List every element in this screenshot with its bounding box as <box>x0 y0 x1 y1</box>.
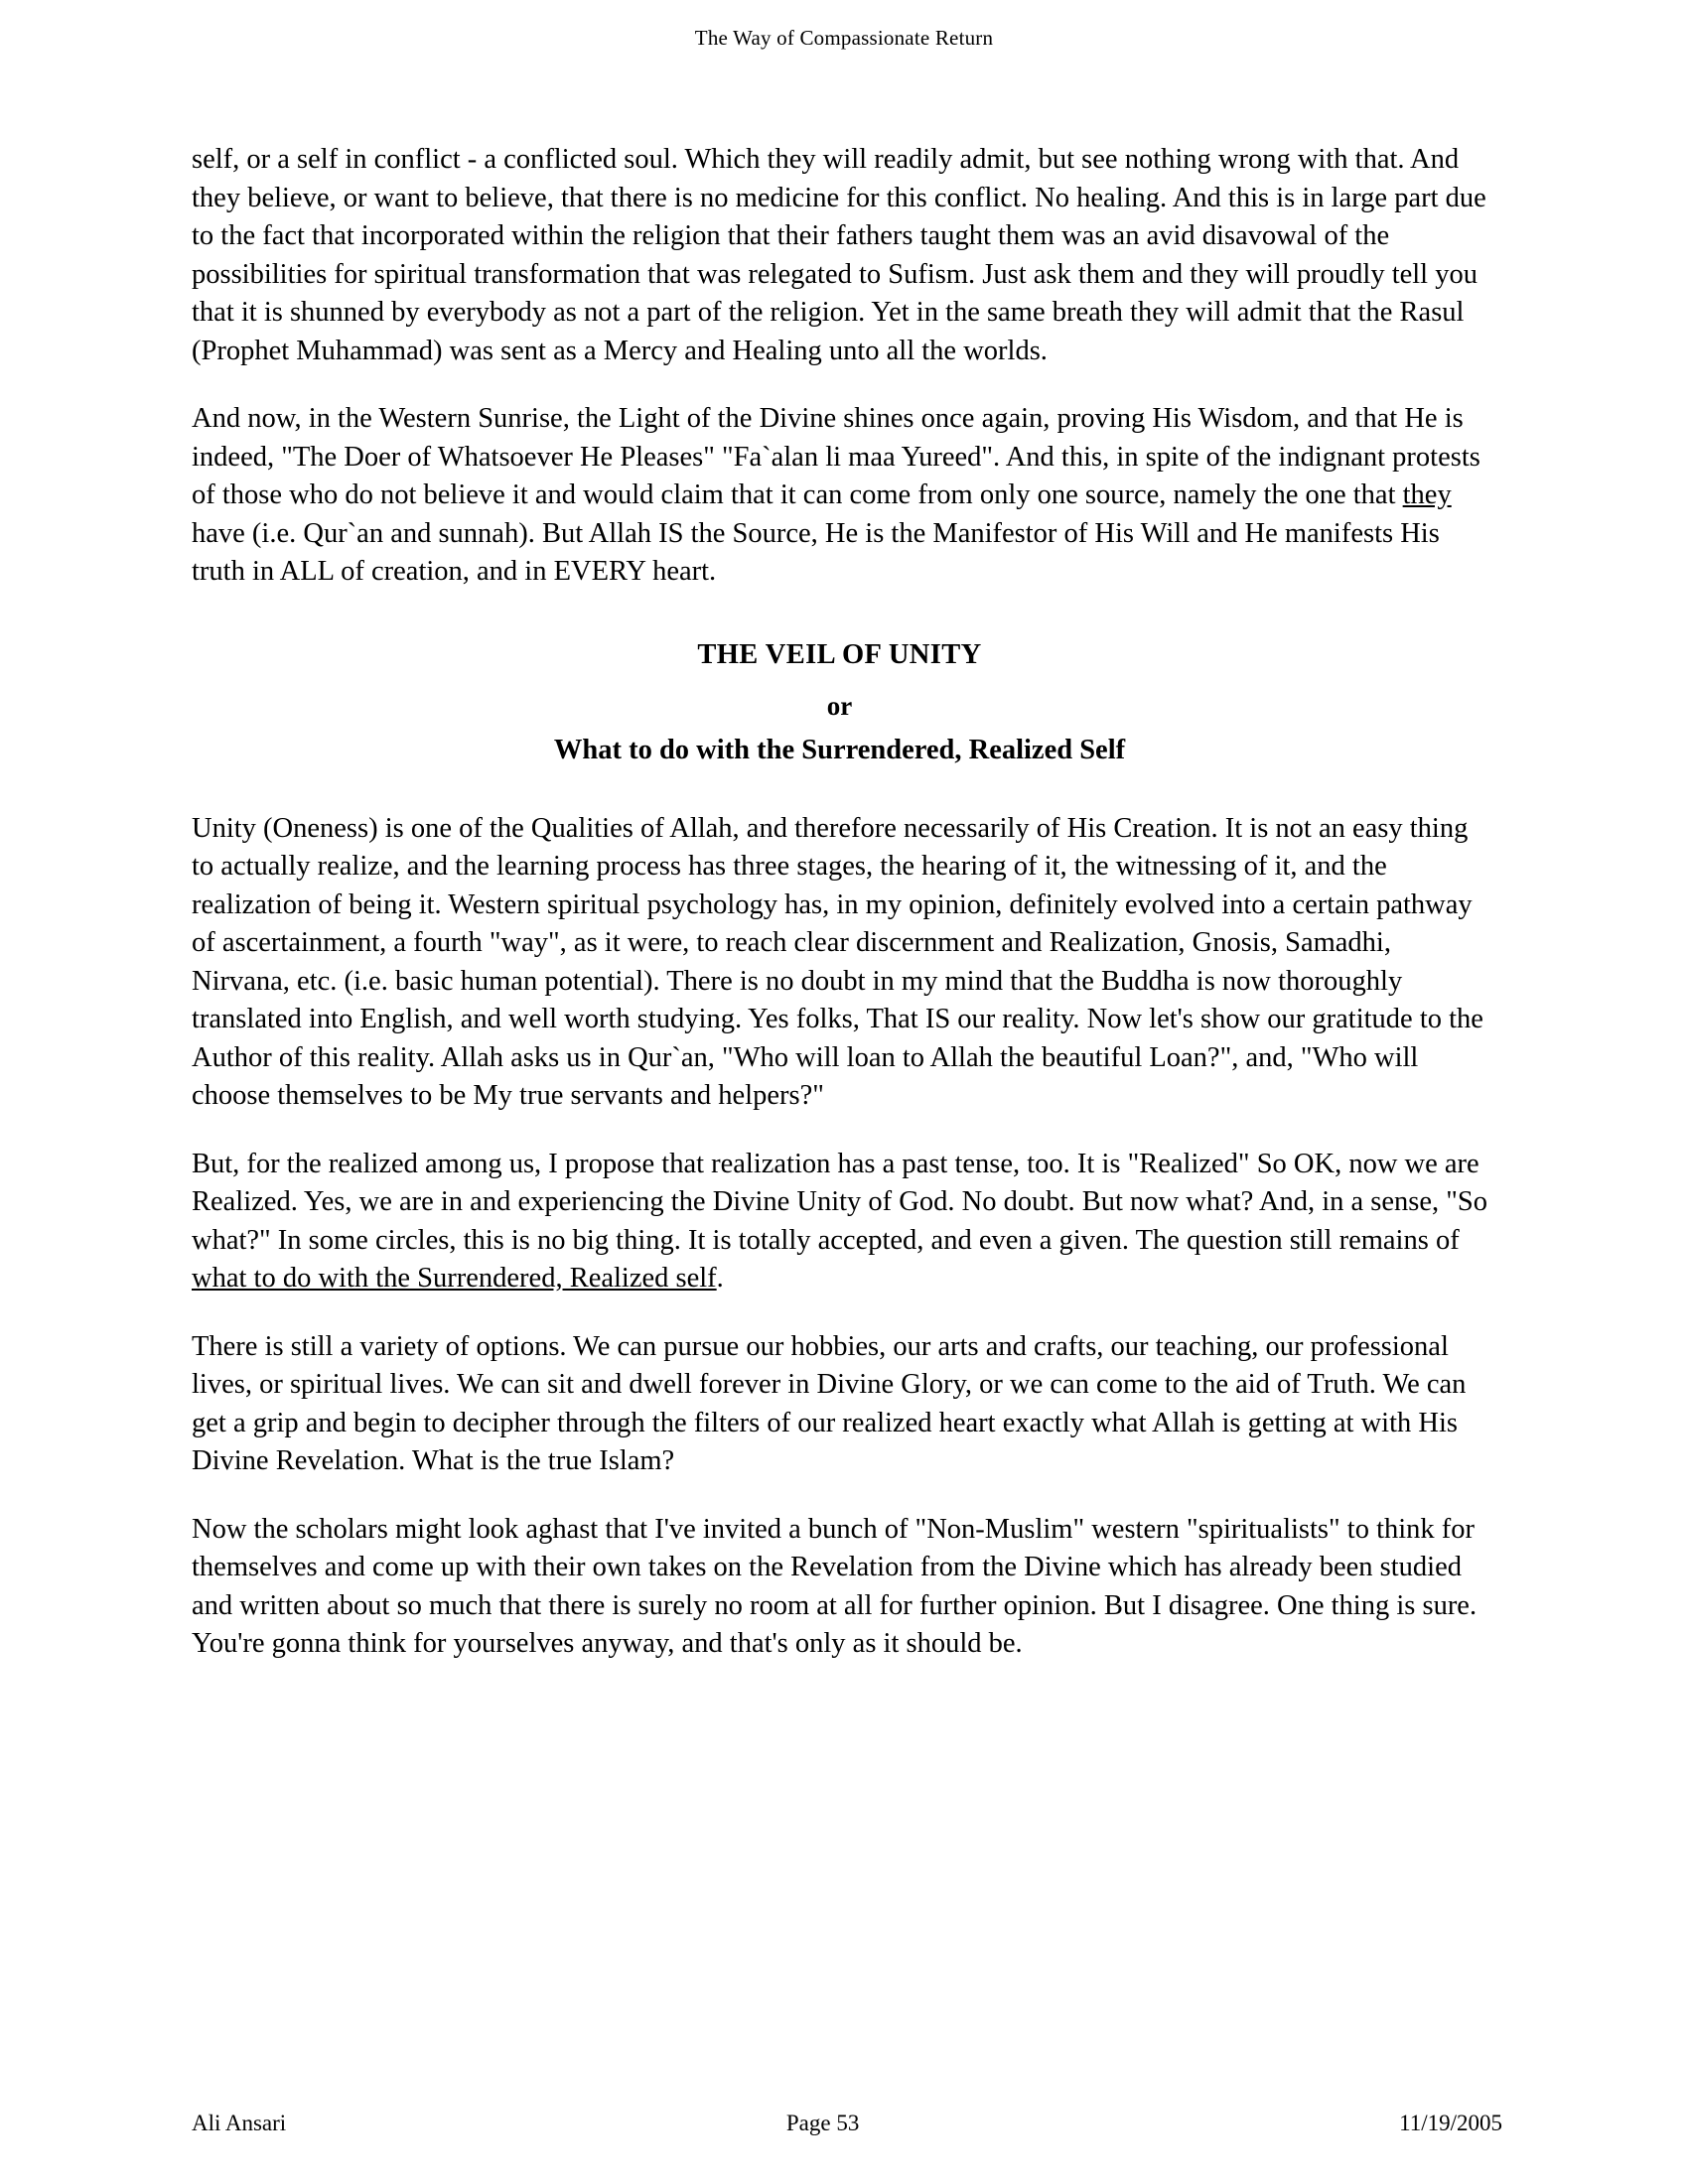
section-subheading: What to do with the Surrendered, Realized Self <box>553 734 1126 765</box>
section-heading-connector: or <box>826 690 853 721</box>
document-body <box>192 141 1487 1694</box>
paragraph-1: self, or a self in conflict - a conflicted soul. Which they will readily admit, but see nothing wrong with that. And they believe, or want to believe, that there is no medicine for this conflict. No healing. And this is in large part due to the fact that incorporated within the religion that their fathers taught them was an avid disavowal of the possibilities for spiritual transformation that was relegated to Sufism. Just ask them and they will proudly tell you that it is shunned by everybody as not a part of the religion. Yet in the same breath they will admit that the Rasul (Prophet Muhammad) was sent as a Mercy and Healing unto all the worlds. <box>192 144 1486 366</box>
paragraph-2-emphasis: they <box>1402 479 1452 510</box>
section-heading: THE VEIL OF UNITY <box>697 638 982 670</box>
running-header-title: The Way of Compassionate Return <box>694 26 994 50</box>
paragraph-4-emphasis: what to do with the Surrendered, Realized self <box>192 1263 717 1294</box>
footer-author: Ali Ansari <box>192 2111 287 2135</box>
paragraph-2 <box>192 400 1487 592</box>
footer-page-number: Page 53 <box>785 2111 860 2135</box>
paragraph-2-text-after: have (i.e. Qur`an and sunnah). But Allah IS the Source, He is the Manifestor of His Will and He manifests His truth in ALL of creation, and in EVERY heart. <box>192 517 1440 587</box>
paragraph-2-text-before: And now, in the Western Sunrise, the Light of the Divine shines once again, proving His Wisdom, and that He is indeed, "The Doer of Whatsoever He Pleases" "Fa`alan li maa Yureed". And this, in spite of the indignant protests of those who do not believe it and would claim that it can come from only one source, namely the one that <box>192 403 1480 510</box>
paragraph-4-text-before: But, for the realized among us, I propose that realization has a past tense, too. It is "Realized" So OK, now we are Realized. Yes, we are in and experiencing the Divine Unity of God. No doubt. But now what? And, in a sense, "So what?" In some circles, this is no big thing. It is totally accepted, and even a given. The question still remains of <box>192 1148 1487 1256</box>
paragraph-4-text-after: . <box>716 1263 724 1294</box>
page-footer <box>192 2111 1502 2136</box>
paragraph-5: There is still a variety of options. We can pursue our hobbies, our arts and crafts, our teaching, our professional lives, or spiritual lives. We can sit and dwell forever in Divine Glory, or we can come to the aid of Truth. We can get a grip and begin to decipher through the filters of our realized heart exactly what Allah is getting at with His Divine Revelation. What is the true Islam? <box>192 1330 1467 1476</box>
paragraph-4 <box>192 1146 1487 1298</box>
footer-date: 11/19/2005 <box>1399 2111 1502 2135</box>
paragraph-6: Now the scholars might look aghast that I've invited a bunch of "Non-Muslim" western "spiritualists" to think for themselves and come up with their own takes on the Revelation from the Divine which has already been studied and written about so much that there is surely no room at all for further opinion. But I disagree. One thing is sure. You're gonna think for yourselves anyway, and that's only as it should be. <box>192 1513 1477 1659</box>
paragraph-3: Unity (Oneness) is one of the Qualities of Allah, and therefore necessarily of His Creation. It is not an easy thing to actually realize, and the learning process has three stages, the hearing of it, the witnessing of it, and the realization of being it. Western spiritual psychology has, in my opinion, definitely evolved into a certain pathway of ascertainment, a fourth "way", as it were, to reach clear discernment and Realization, Gnosis, Samadhi, Nirvana, etc. (i.e. basic human potential). There is no doubt in my mind that the Buddha is now thoroughly translated into English, and well worth studying. Yes folks, That IS our reality. Now let's show our gratitude to the Author of this reality. Allah asks us in Qur`an, "Who will loan to Allah the beautiful Loan?", and, "Who will choose themselves to be My true servants and helpers?" <box>192 812 1483 1111</box>
